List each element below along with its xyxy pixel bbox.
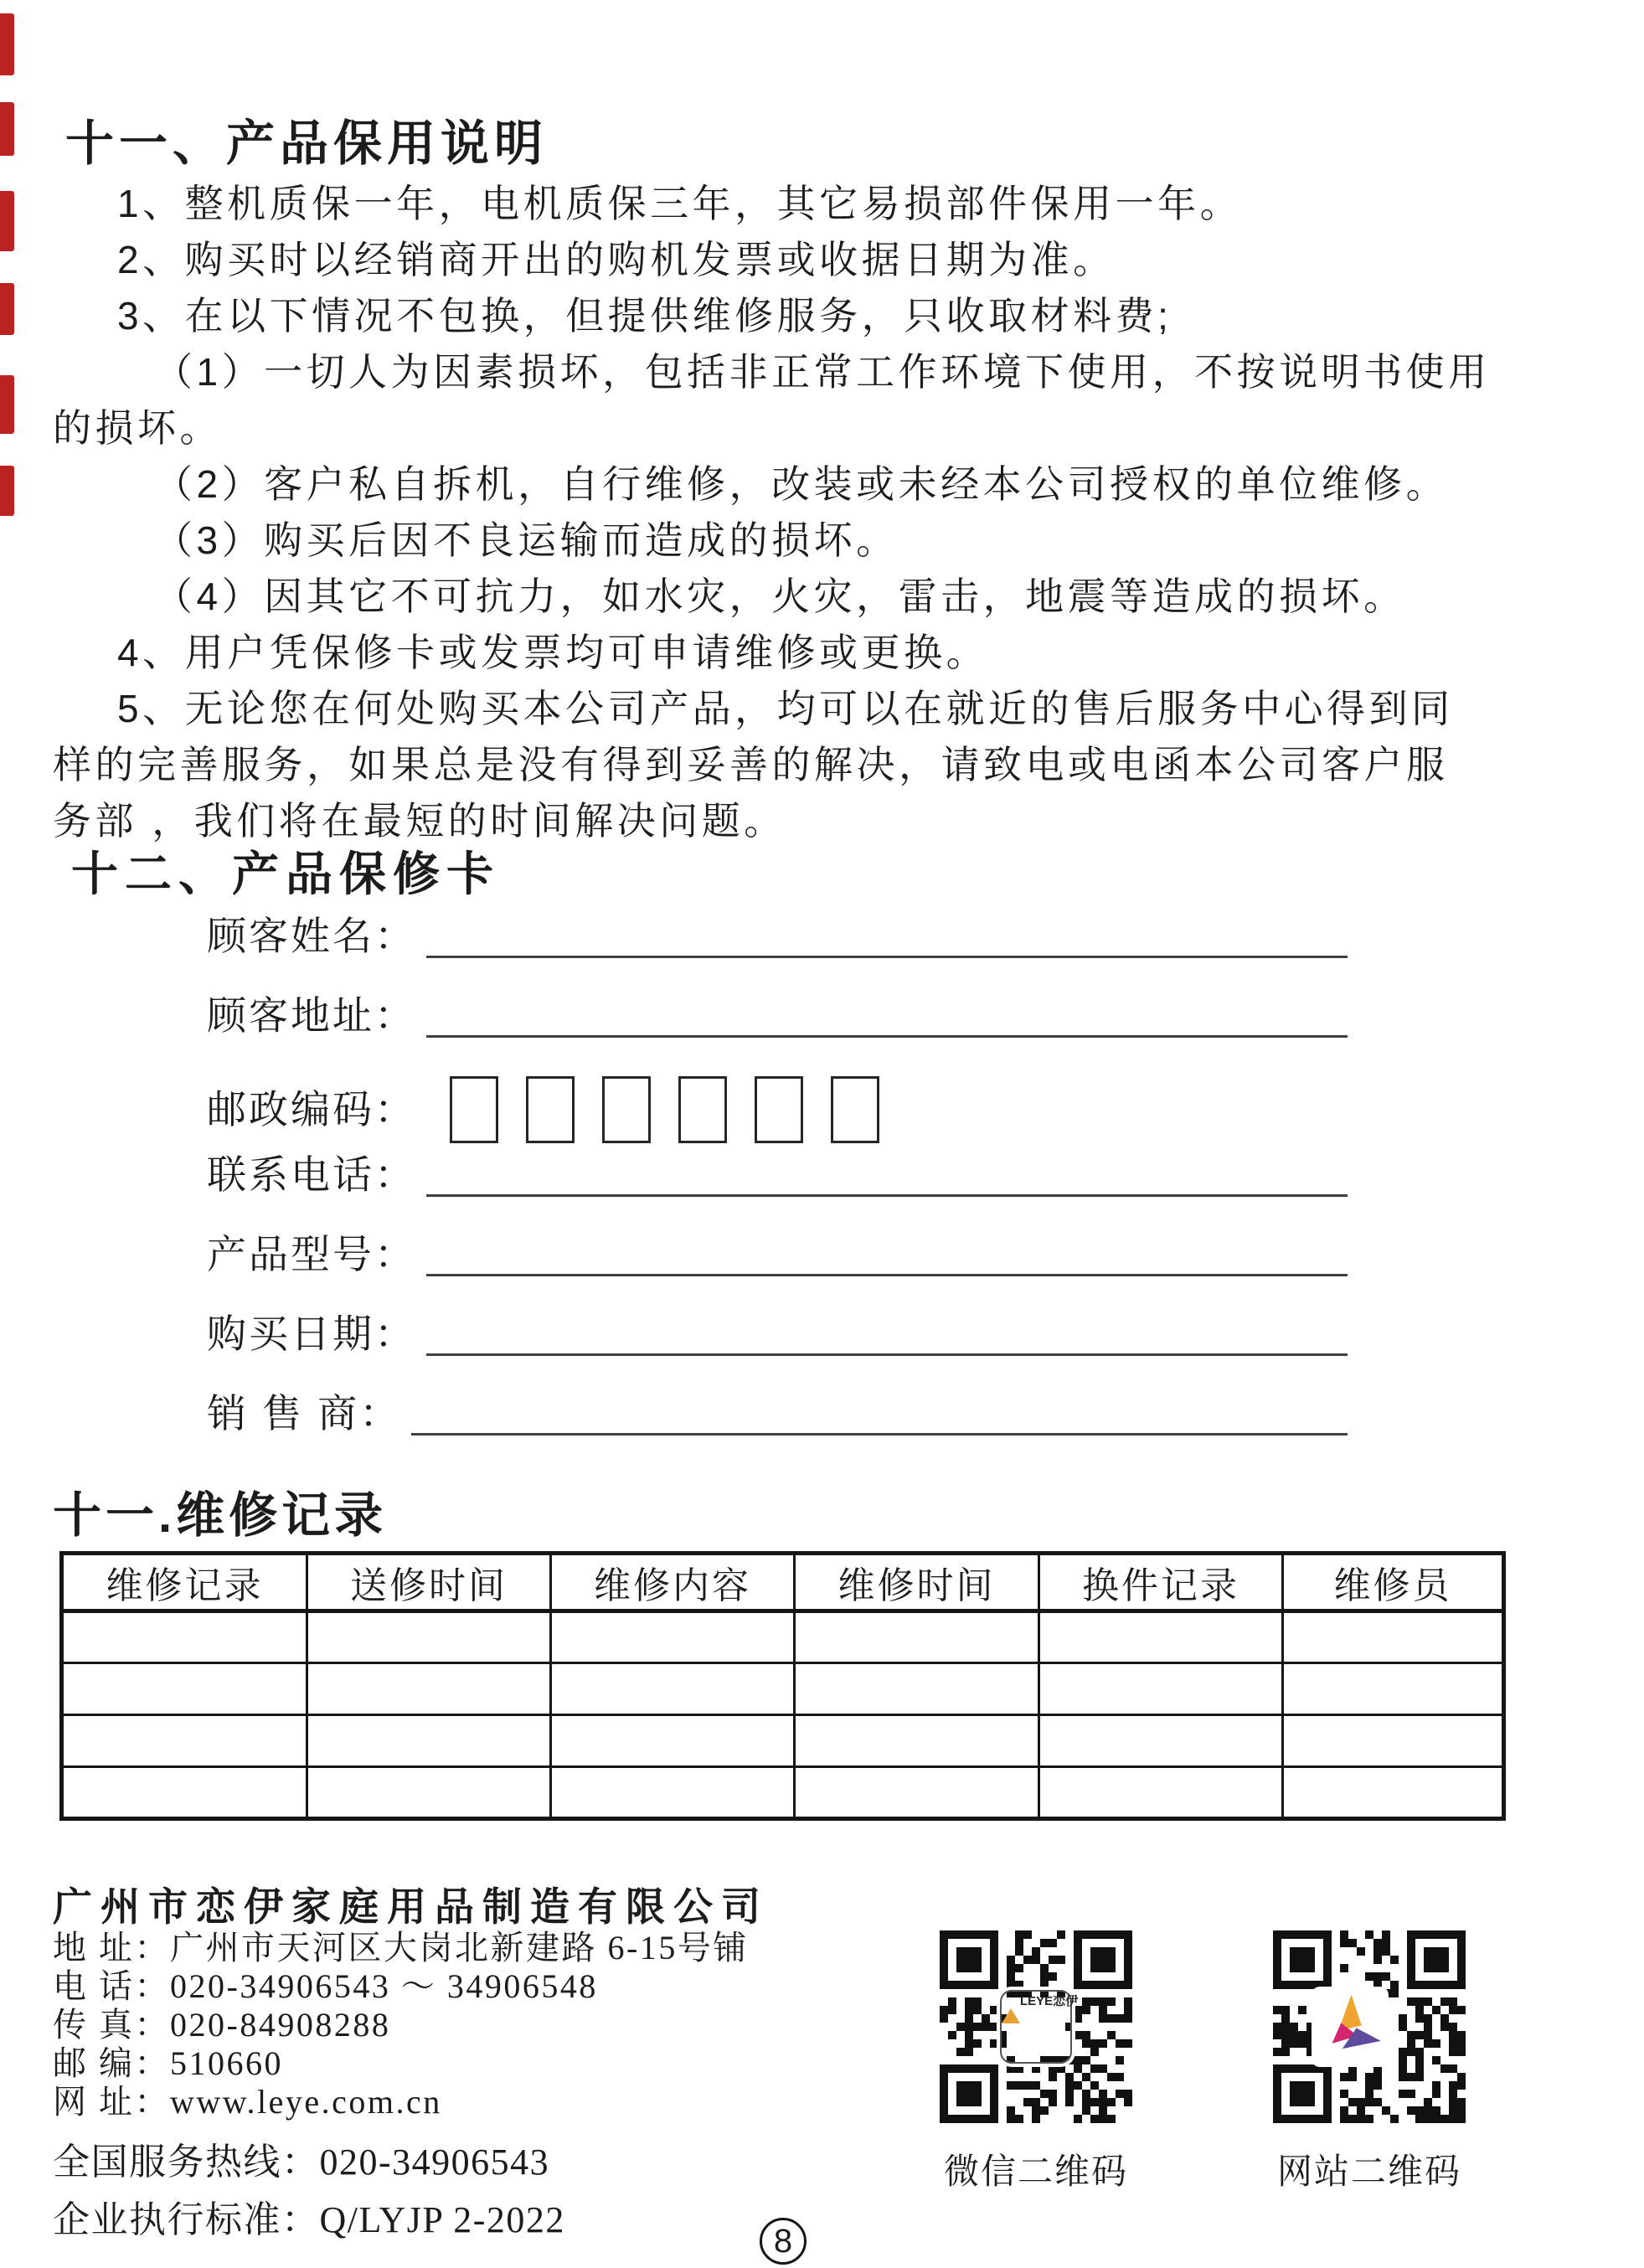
warranty-note-line: 5、无论您在何处购买本公司产品，均可以在就近的售后服务中心得到同 xyxy=(117,687,1454,730)
dealer-blank-line xyxy=(411,1384,1348,1436)
leye-triangle-icon xyxy=(1002,1994,1020,2023)
postal-code-box xyxy=(450,1076,498,1143)
table-cell xyxy=(1039,1767,1283,1819)
table-cell xyxy=(795,1767,1039,1819)
customer-name-blank-line xyxy=(426,906,1348,958)
column-header-repairer: 维修员 xyxy=(1283,1554,1504,1611)
warranty-note-line: 的损坏。 xyxy=(53,406,222,450)
column-header-sendin-time: 送修时间 xyxy=(307,1554,551,1611)
warranty-notes-paragraph xyxy=(53,176,1600,849)
form-row-dealer xyxy=(207,1384,1348,1436)
table-cell xyxy=(1039,1663,1283,1715)
contact-line-zip: 邮 编：510660 xyxy=(53,2044,283,2082)
red-print-artifact xyxy=(0,375,14,434)
table-cell xyxy=(795,1715,1039,1767)
contact-line-fax: 传 真：020-84908288 xyxy=(53,2006,391,2044)
warranty-note-line: 样的完善服务，如果总是没有得到妥善的解决，请致电或电函本公司客户服 xyxy=(53,743,1449,786)
warranty-note-line: （1）一切人为因素损坏，包括非正常工作环境下使用，不按说明书使用 xyxy=(154,350,1491,394)
column-header-repair-record: 维修记录 xyxy=(62,1554,307,1611)
warranty-note-line: 务部 ，我们将在最短的时间解决问题。 xyxy=(53,799,786,843)
contact-line-address: 地 址：广州市天河区大岗北新建路 6-15号铺 xyxy=(53,1929,749,1966)
warranty-note-line: 3、在以下情况不包换，但提供维修服务，只收取材料费; xyxy=(117,294,1172,338)
red-print-artifact xyxy=(0,102,14,156)
form-row-phone xyxy=(207,1145,1348,1197)
product-model-blank-line xyxy=(426,1224,1348,1276)
field-label-postal-code: 邮政编码： xyxy=(207,1087,416,1132)
red-print-artifact xyxy=(0,191,14,251)
purchase-date-blank-line xyxy=(426,1304,1348,1356)
table-cell xyxy=(62,1767,307,1819)
form-row-customer-address xyxy=(207,986,1348,1038)
form-row-postal-code xyxy=(207,1069,1348,1151)
service-hotline: 全国服务热线：020-34906543 xyxy=(53,2142,550,2183)
table-row xyxy=(62,1767,1504,1819)
table-row xyxy=(62,1611,1504,1663)
column-header-repair-time: 维修时间 xyxy=(795,1554,1039,1611)
website-logo xyxy=(1312,1987,1389,2067)
field-label-purchase-date: 购买日期： xyxy=(207,1312,416,1357)
wechat-qr-label: 微信二维码 xyxy=(943,2152,1128,2191)
colorful-triangle-logo-icon xyxy=(1312,1987,1389,2067)
postal-code-boxes xyxy=(450,1076,879,1143)
warranty-note-line: 1、整机质保一年，电机质保三年，其它易损部件保用一年。 xyxy=(117,182,1243,225)
leye-logo-text: LEYE恋伊 xyxy=(1020,1994,1079,2008)
table-cell xyxy=(795,1663,1039,1715)
postal-code-box xyxy=(755,1076,803,1143)
section-title-repair-records: 十一.维修记录 xyxy=(53,1488,388,1543)
warranty-note-line: 4、用户凭保修卡或发票均可申请维修或更换。 xyxy=(117,631,989,674)
table-row xyxy=(62,1663,1504,1715)
field-label-dealer: 销 售 商： xyxy=(207,1391,402,1436)
table-cell xyxy=(1283,1715,1504,1767)
repair-records-table xyxy=(59,1551,1506,1821)
phone-blank-line xyxy=(426,1145,1348,1197)
table-cell xyxy=(1283,1663,1504,1715)
website-qr-label: 网站二维码 xyxy=(1276,2152,1461,2191)
column-header-parts-record: 换件记录 xyxy=(1039,1554,1283,1611)
table-cell xyxy=(1283,1767,1504,1819)
company-contact-block xyxy=(53,1929,749,2121)
contact-line-website: 网 址：www.leye.com.cn xyxy=(53,2083,442,2121)
field-label-customer-address: 顾客地址： xyxy=(207,993,416,1039)
company-name: 广州市恋伊家庭用品制造有限公司 xyxy=(53,1884,769,1929)
table-cell xyxy=(551,1611,795,1663)
red-print-artifact xyxy=(0,466,14,516)
table-cell xyxy=(307,1715,551,1767)
field-label-phone: 联系电话： xyxy=(207,1152,416,1198)
field-label-product-model: 产品型号： xyxy=(207,1232,416,1277)
warranty-note-line: 2、购买时以经销商开出的购机发票或收据日期为准。 xyxy=(117,238,1116,281)
red-print-artifact xyxy=(0,283,14,335)
field-label-customer-name: 顾客姓名： xyxy=(207,914,416,959)
table-cell xyxy=(307,1767,551,1819)
leye-logo xyxy=(1000,1990,1079,2064)
table-cell xyxy=(1039,1715,1283,1767)
customer-address-blank-line xyxy=(426,986,1348,1038)
form-row-customer-name xyxy=(207,906,1348,958)
table-cell xyxy=(1039,1611,1283,1663)
table-cell xyxy=(62,1715,307,1767)
warranty-note-line: （2）客户私自拆机，自行维修，改装或未经本公司授权的单位维修。 xyxy=(154,462,1449,506)
form-row-product-model xyxy=(207,1224,1348,1276)
table-cell xyxy=(551,1715,795,1767)
table-cell xyxy=(551,1767,795,1819)
contact-line-phone: 电 话：020-34906543 ～ 34906548 xyxy=(53,1967,598,2005)
table-cell xyxy=(62,1611,307,1663)
postal-code-box xyxy=(526,1076,575,1143)
table-cell xyxy=(1283,1611,1504,1663)
table-cell xyxy=(795,1611,1039,1663)
page-number-badge xyxy=(760,2218,807,2265)
warranty-note-line: （4）因其它不可抗力，如水灾，火灾，雷击，地震等造成的损坏。 xyxy=(154,575,1406,618)
table-cell xyxy=(307,1663,551,1715)
enterprise-standard: 企业执行标准：Q/LYJP 2-2022 xyxy=(53,2199,565,2240)
postal-code-box xyxy=(602,1076,651,1143)
warranty-note-line: （3）购买后因不良运输而造成的损坏。 xyxy=(154,518,899,562)
section-title-warranty-notes: 十一、产品保用说明 xyxy=(65,116,549,171)
postal-code-box xyxy=(831,1076,879,1143)
column-header-repair-content: 维修内容 xyxy=(551,1554,795,1611)
table-cell xyxy=(307,1611,551,1663)
table-header-row xyxy=(62,1554,1504,1611)
form-row-purchase-date xyxy=(207,1304,1348,1356)
table-row xyxy=(62,1715,1504,1767)
section-title-warranty-card: 十二、产品保修卡 xyxy=(71,848,500,900)
red-print-artifact xyxy=(0,13,14,75)
postal-code-box xyxy=(678,1076,727,1143)
table-cell xyxy=(62,1663,307,1715)
page-number: 8 xyxy=(773,2223,793,2260)
table-cell xyxy=(551,1663,795,1715)
